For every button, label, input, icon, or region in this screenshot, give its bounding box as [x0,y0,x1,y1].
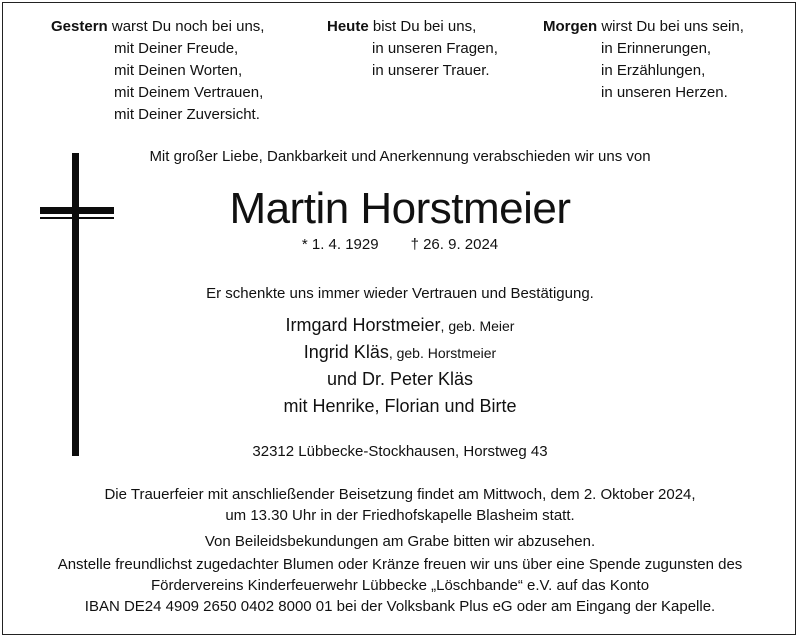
donation-line: Anstelle freundlichst zugedachter Blumen oder Kränze freuen wir uns über eine Spende zugunsten des [57,556,743,573]
poem-morgen-line: in Erinnerungen, [601,40,712,57]
service-line: Die Trauerfeier mit anschließender Beisetzung findet am Mittwoch, dem 2. Oktober 2024, [104,486,696,503]
mourner-name: Irmgard Horstmeier [285,315,441,335]
poem-morgen-head: Morgen [543,18,598,35]
poem-gestern [51,16,264,126]
poem-morgen [543,16,744,104]
donation-line: Fördervereins Kinderfeuerwehr Lübbecke „Löschbande“ e.V. auf das Konto [150,577,650,594]
poem-heute-line: in unseren Fragen, [372,40,498,57]
family-address: 32312 Lübbecke-Stockhausen, Horstweg 43 [252,443,548,460]
poem-gestern-first: warst Du noch bei uns, [111,18,265,35]
poem-gestern-head: Gestern [51,18,108,35]
mourner-peter: und Dr. Peter Kläs [326,369,474,389]
poem-heute-first-line [327,16,498,38]
poem-heute-line: in unserer Trauer. [372,62,490,79]
poem-morgen-line: in unseren Herzen. [601,84,728,101]
poem-gestern-first-line [51,16,264,38]
deceased-name: Martin Horstmeier [229,184,571,233]
donation-line: IBAN DE24 4909 2650 0402 8000 01 bei der Volksbank Plus eG oder am Eingang der Kapelle. [84,598,716,615]
service-line: um 13.30 Uhr in der Friedhofskapelle Blasheim statt. [225,507,575,524]
poem-gestern-line: mit Deiner Freude, [114,40,239,57]
mourner-name: Ingrid Kläs [303,342,389,362]
life-dates [0,236,800,253]
intro-text: Mit großer Liebe, Dankbarkeit und Anerkennung verabschieden wir uns von [149,148,651,165]
poem-heute-head: Heute [327,18,369,35]
poem-heute-first: bist Du bei uns, [372,18,477,35]
poem-heute [327,16,498,82]
tribute-text: Er schenkte uns immer wieder Vertrauen und Bestätigung. [206,285,594,302]
poem-morgen-first: wirst Du bei uns sein, [601,18,744,35]
poem-gestern-line: mit Deiner Zuversicht. [114,106,260,123]
mourner-note: , geb. Horstmeier [388,345,497,361]
mourner-irmgard [0,315,800,336]
death-date: † 26. 9. 2024 [410,236,499,253]
mourner-ingrid [0,342,800,363]
mourner-grandchildren: mit Henrike, Florian und Birte [283,396,517,416]
condolence-note: Von Beileidsbekundungen am Grabe bitten wir abzusehen. [204,533,596,550]
poem-gestern-line: mit Deinen Worten, [114,62,243,79]
poem-gestern-line: mit Deinem Vertrauen, [114,84,264,101]
mourner-note: , geb. Meier [440,318,515,334]
birth-date: * 1. 4. 1929 [301,236,379,253]
poem-morgen-line: in Erzählungen, [601,62,706,79]
poem-morgen-first-line [543,16,744,38]
